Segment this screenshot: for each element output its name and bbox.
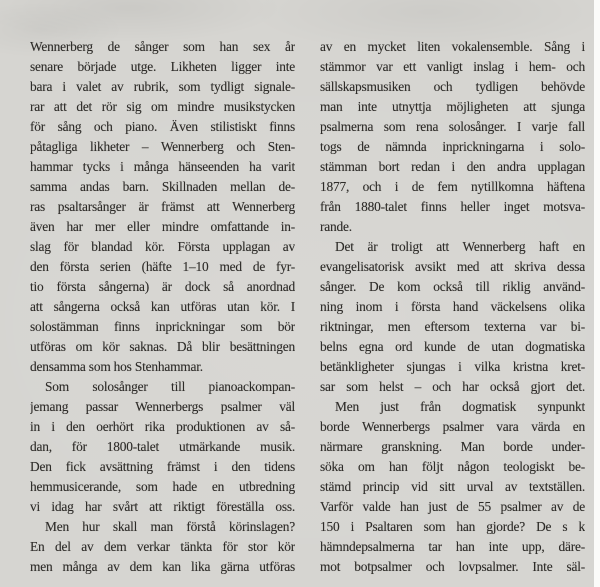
text-line: den första serien (häfte 1–10 med de fyr-: [30, 259, 295, 274]
text-line: senare började utge. Likheten ligger inte: [30, 59, 295, 74]
text-line: mot botpsalmer och lovpsalmer. Inte säl-: [320, 559, 585, 574]
text-line: togs de nämnda inprickningarna i solo-: [320, 139, 585, 154]
text-line: solostämman finns inprickningar som bör: [30, 319, 295, 334]
text-line: Det är troligt att Wennerberg haft en: [335, 239, 585, 254]
text-column-left: [30, 37, 295, 577]
text-line: för sång och piano. Även stilistiskt finns: [30, 119, 295, 134]
text-line: påtagliga likheter – Wennerberg och Sten-: [30, 139, 295, 154]
text-line: ras psaltarsånger är främst att Wennerberg: [30, 199, 295, 214]
text-line: Den fick avsättning främst i den tidens: [30, 459, 295, 474]
text-line: evangelisatorisk avsikt med att skriva dessa: [320, 259, 585, 274]
text-line: vi idag har svårt att riktigt föreställa oss.: [30, 499, 295, 514]
text-line: av en mycket liten vokalensemble. Sång i: [320, 39, 585, 54]
text-line: sar som helst – och har också gjort det.: [320, 379, 585, 394]
text-line: 1877, och i de fem nytillkomna häftena: [320, 179, 585, 194]
text-line: belns egna ord kunde de utan dogmatiska: [320, 339, 585, 354]
text-line: samma andas barn. Skillnaden mellan de-: [30, 179, 295, 194]
text-line: psalmerna som rena solosånger. I varje fall: [320, 119, 585, 134]
text-line: även har mer eller mindre omfattande in-: [30, 219, 295, 234]
text-line: bara i valet av rubrik, som tydligt signale-: [30, 79, 295, 94]
text-line: man inte utnyttja möjligheten att sjunga: [320, 99, 585, 114]
text-line: Men just från dogmatisk synpunkt: [335, 399, 585, 414]
scan-edge-strip: [594, 0, 600, 587]
text-line: utföras om kör saknas. Då blir besättningen: [30, 339, 295, 354]
text-line: in i den oerhört rika produktionen av så-: [30, 419, 295, 434]
text-line: jemang passar Wennerbergs psalmer väl: [30, 399, 295, 414]
text-line: tio första sångerna) är dock så anordnad: [30, 279, 295, 294]
text-line: från 1880-talet finns heller inget motsva-: [320, 199, 585, 214]
text-line: Men hur skall man förstå körinslagen?: [45, 519, 295, 534]
text-line: riktningar, men eftersom texterna var bi-: [320, 319, 585, 334]
text-line: En del av dem verkar tänkta för stor kör: [30, 539, 295, 554]
text-line: densamma som hos Stenhammar.: [30, 359, 203, 374]
text-line: betänkligheter sjungas i vilka kristna kret-: [320, 359, 585, 374]
text-line: hammar tycks i många hänseenden ha varit: [30, 159, 295, 174]
text-line: Som solosånger till pianoackompan-: [45, 379, 295, 394]
text-columns: [30, 37, 585, 577]
text-line: rar att det rör sig om mindre musikstycken: [30, 99, 295, 114]
text-line: stämd princip vid sitt urval av textställen.: [320, 479, 585, 494]
text-line: sånger. De kom också till riklig använd-: [320, 279, 585, 294]
text-line: hämndepsalmerna tar han inte upp, däre-: [320, 539, 585, 554]
text-line: stämman bort redan i den andra upplagan: [320, 159, 585, 174]
text-line: sällskapsmusiken och tydligen behövde: [320, 79, 585, 94]
text-line: att sångerna också kan utföras utan kör. I: [30, 299, 295, 314]
text-line: borde Wennerbergs psalmer vara värda en: [320, 419, 585, 434]
text-line: Varför valde han just de 55 psalmer av de: [320, 499, 585, 514]
text-line: hemmusicerande, som hade en utbredning: [30, 479, 295, 494]
text-line: men många av dem kan lika gärna utföras: [30, 559, 295, 574]
text-line: söka om han följt någon teologiskt be-: [320, 459, 585, 474]
text-column-right: [320, 37, 585, 577]
text-line: rande.: [320, 219, 352, 234]
text-line: 150 i Psaltaren som han gjorde? De s k: [320, 519, 585, 534]
text-line: slag för blandad kör. Första upplagan av: [30, 239, 295, 254]
text-line: dan, för 1800-talet utmärkande musik.: [30, 439, 295, 454]
text-line: Wennerberg de sånger som han sex år: [30, 39, 295, 54]
text-line: ning inom i första hand väckelsens olika: [320, 299, 585, 314]
text-line: närmare granskning. Man borde under-: [320, 439, 585, 454]
text-line: stämmor var ett vanligt inslag i hem- och: [320, 59, 585, 74]
